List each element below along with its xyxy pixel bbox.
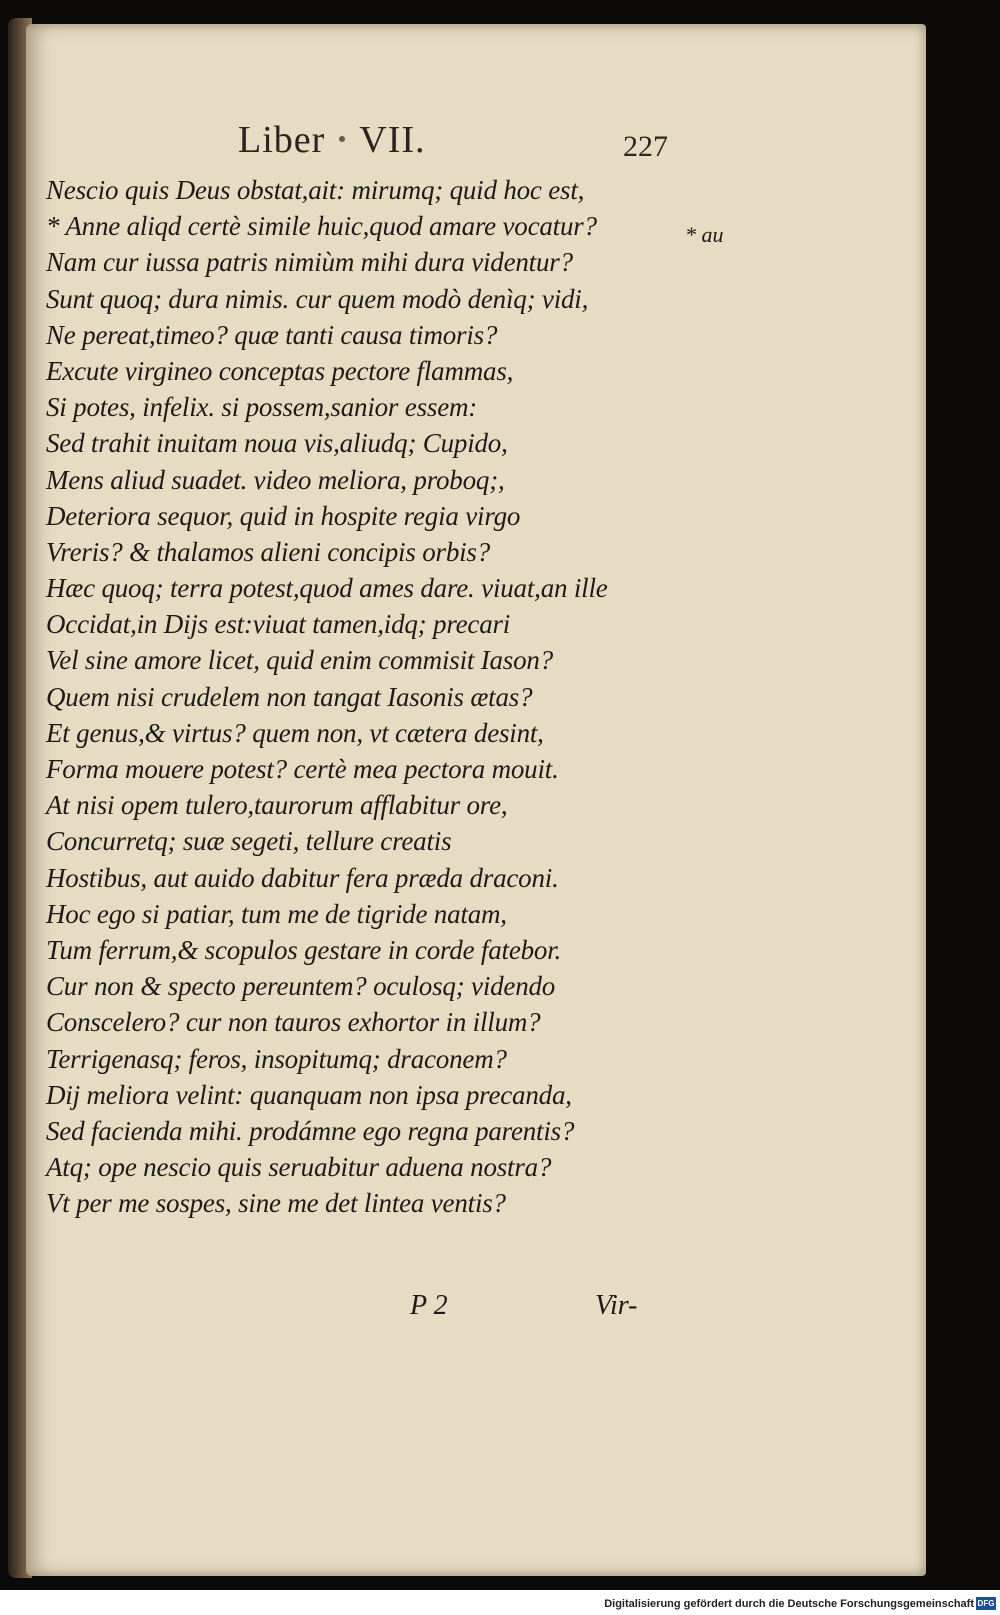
verse-line: Sed trahit inuitam noua vis,aliudq; Cupido,	[46, 428, 508, 459]
dfg-logo: DFG	[977, 1599, 995, 1608]
verse-line: Vt per me sospes, sine me det lintea ventis?	[46, 1188, 506, 1219]
verse-block	[46, 172, 746, 1221]
verse-line: Et genus,& virtus? quem non, vt cætera desint,	[46, 717, 544, 748]
verse-line: Hostibus, aut auido dabitur fera præda draconi.	[46, 862, 559, 893]
verse-line: Sunt quoq; dura nimis. cur quem modò denìq; vidi,	[46, 283, 589, 314]
catchword: Vir-	[595, 1290, 638, 1321]
verse-line: Sed facienda mihi. prodámne ego regna parentis?	[46, 1115, 575, 1146]
verse-line: At nisi opem tulero,taurorum afflabitur ore,	[46, 790, 508, 821]
verse-line: Hæc quoq; terra potest,quod ames dare. viuat,an ille	[46, 573, 608, 604]
ornament-dot	[339, 136, 345, 142]
signature-mark: P 2	[410, 1290, 448, 1321]
page-number: 227	[623, 130, 668, 163]
verse-line: Ne pereat,timeo? quæ tanti causa timoris?	[46, 319, 498, 350]
verse-line: Vel sine amore licet, quid enim commisit Iason?	[46, 645, 554, 676]
verse-line: Quem nisi crudelem non tangat Iasonis ætas?	[46, 681, 533, 712]
verse-line: Nam cur iussa patris nimiùm mihi dura videntur?	[46, 247, 573, 278]
verse-line: Mens aliud suadet. video meliora, proboq;,	[46, 464, 505, 495]
running-head	[238, 118, 426, 162]
verse-line: Vreris? & thalamos alieni concipis orbis?	[46, 536, 491, 567]
verse-line: Atq; ope nescio quis seruabitur aduena nostra?	[46, 1152, 552, 1183]
verse-line: Forma mouere potest? certè mea pectora mouit.	[46, 754, 559, 784]
verse-line: Conscelero? cur non tauros exhortor in illum?	[46, 1007, 541, 1038]
verse-line: Deteriora sequor, quid in hospite regia virgo	[46, 500, 521, 531]
verse-line: Occidat,in Dijs est:viuat tamen,idq; precari	[46, 609, 511, 640]
verse-line: Nescio quis Deus obstat,ait: mirumq; quid hoc est,	[46, 175, 585, 205]
verse-line: Excute virgineo conceptas pectore flammas,	[46, 355, 514, 386]
verse-line: Si potes, infelix. si possem,sanior essem:	[46, 392, 478, 423]
verse-line: * Anne aliqd certè simile huic,quod amare vocatur?	[46, 211, 597, 242]
funding-credit: Digitalisierung gefördert durch die Deutsche Forschungsgemeinschaft	[604, 1598, 974, 1610]
margin-note: * au	[685, 222, 724, 247]
verse-line: Dij meliora velint: quanquam non ipsa precanda,	[46, 1079, 572, 1110]
verse-line: Terrigenasq; feros, insopitumq; draconem?	[46, 1043, 507, 1074]
verse-line: Hoc ego si patiar, tum me de tigride natam,	[46, 898, 507, 929]
running-title-right: VII.	[359, 119, 426, 161]
verse-line: Tum ferrum,& scopulos gestare in corde fatebor.	[46, 934, 562, 965]
verse-line: Cur non & specto pereuntem? oculosq; videndo	[46, 971, 556, 1002]
running-title-left: Liber	[238, 119, 326, 161]
verse-line: Concurretq; suæ segeti, tellure creatis	[46, 826, 452, 857]
